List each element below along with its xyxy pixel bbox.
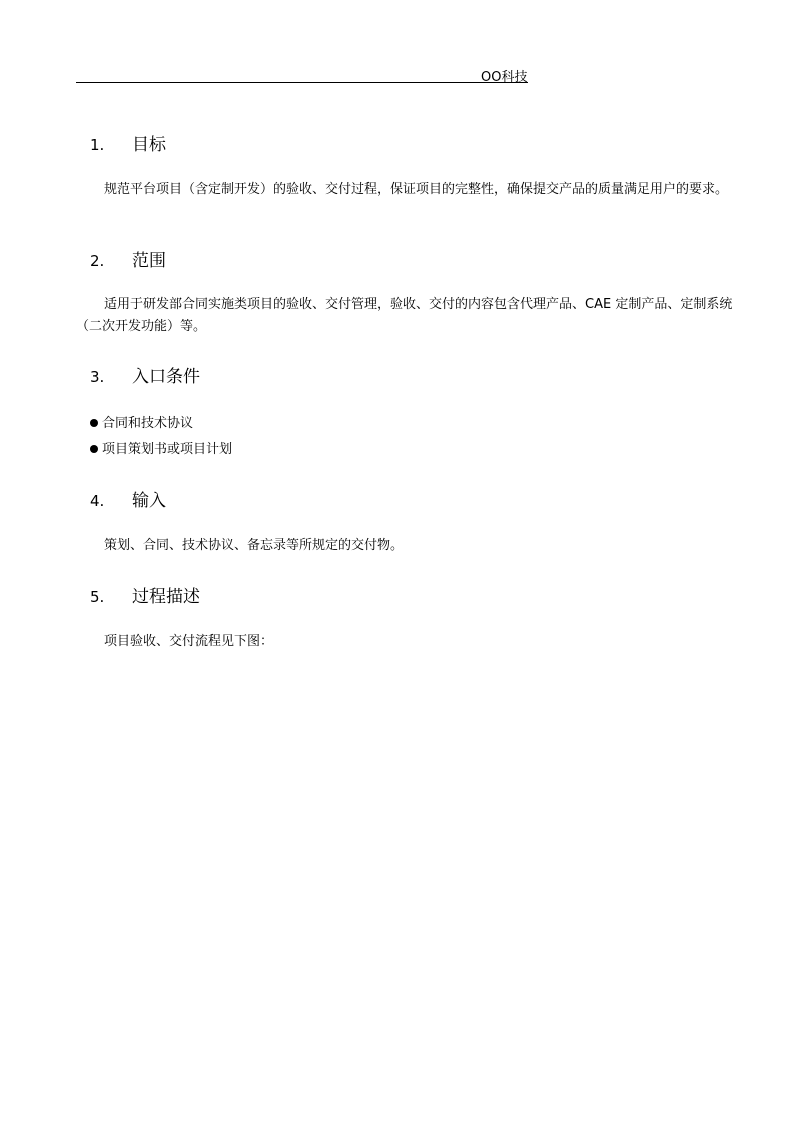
header-divider [76,82,528,83]
section-number: 2. [90,252,105,270]
section-heading-input [90,486,166,511]
input-paragraph: 策划、合同、技术协议、备忘录等所规定的交付物。 [104,538,404,553]
bullet-icon [90,445,98,453]
section-title: 过程描述 [132,587,200,607]
section-title: 目标 [132,135,166,155]
section-heading-entry-conditions [90,362,200,387]
section-title: 输入 [132,491,166,511]
section-number: 3. [90,368,105,386]
section-number: 4. [90,492,105,510]
process-paragraph: 项目验收、交付流程见下图： [104,634,274,649]
goal-paragraph: 规范平台项目（含定制开发）的验收、交付过程，保证项目的完整性，确保提交产品的质量满足用户的要求。 [104,182,729,197]
header-company: OO科技 [481,70,528,85]
scope-paragraph: 适用于研发部合同实施类项目的验收、交付管理，验收、交付的内容包含代理产品、CAE 定制产品、定制系统（二次开发功能）等。 [76,297,733,334]
section-heading-goal [90,130,166,155]
section-heading-scope [90,246,166,271]
list-item-text: 合同和技术协议 [102,416,194,431]
section-title: 入口条件 [132,367,200,387]
list-item [90,412,193,431]
section-number: 1. [90,136,105,154]
bullet-icon [90,419,98,427]
section-number: 5. [90,588,105,606]
list-item [90,438,232,457]
list-item-text: 项目策划书或项目计划 [102,442,233,457]
section-title: 范围 [132,251,166,271]
section-heading-process [90,582,200,607]
